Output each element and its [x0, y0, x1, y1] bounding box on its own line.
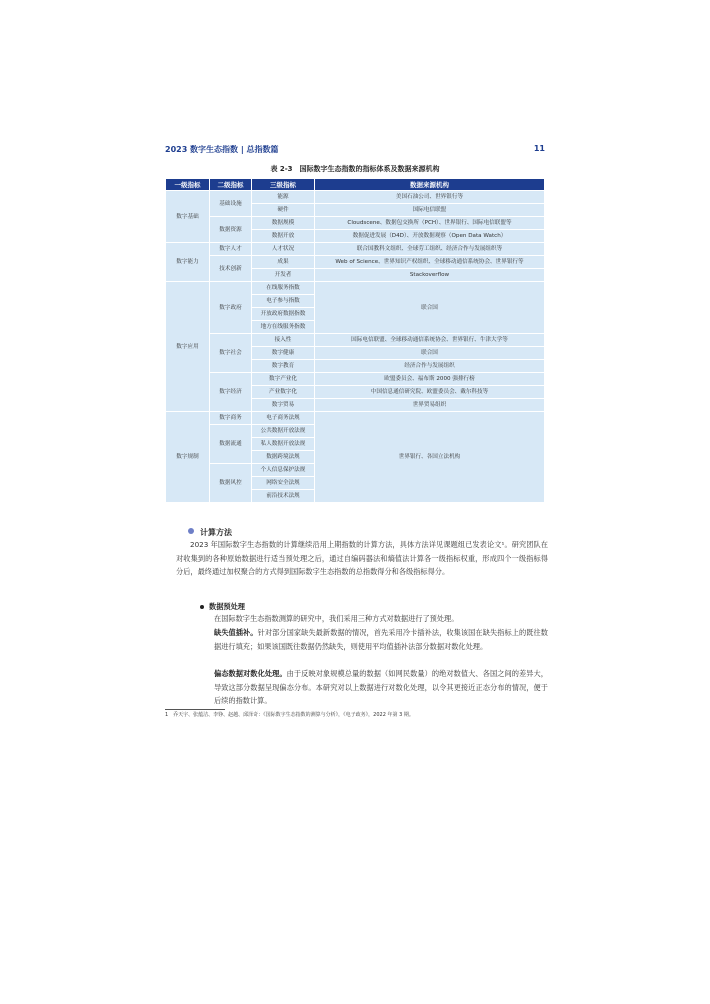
table-row [166, 412, 545, 425]
source-cell: 世界银行、各国立法机构 [315, 412, 545, 503]
l1-cell: 数字规制 [166, 412, 210, 503]
l3-cell: 能源 [252, 191, 315, 204]
footnote: 1 乔天宇、张蕴洁、李铮、赵越、邱泽奇：《国际数字生态指数的测算与分析》，《电子政务》，2022 年第 3 期。 [165, 712, 414, 718]
method-paragraph: 2023 年国际数字生态指数的计算继续沿用上期指数的计算方法，具体方法详见课题组已发表论文¹。研究团队在对收集到的各种原始数据进行适当预处理之后，通过自编码器法和熵值法计算各一级指标权重，形成四个一级指标得分后，最终通过加权聚合的方式得到国际数字生态指数的总指数得分和各级指标得分。 [176, 540, 548, 576]
source-cell: 欧盟委员会、福布斯 2000 强排行榜 [315, 373, 545, 386]
l3-cell: 前沿技术法规 [252, 490, 315, 503]
missing-value-label: 缺失值插补。 [214, 628, 258, 637]
source-cell: 数据促进发展（D4D）、开放数据观察（Open Data Watch） [315, 230, 545, 243]
source-cell: 经济合作与发展组织 [315, 360, 545, 373]
l3-cell: 开放政府数据指数 [252, 308, 315, 321]
l1-cell: 数字基础 [166, 191, 210, 243]
col-header: 三级指标 [252, 179, 315, 191]
l3-cell: 人才状况 [252, 243, 315, 256]
table-row [166, 334, 545, 347]
l2-cell: 数字社会 [210, 334, 252, 373]
table-header-row [166, 179, 545, 191]
l3-cell: 数字教育 [252, 360, 315, 373]
page-number: 11 [533, 144, 545, 153]
source-cell: 美国石油公司、世界银行等 [315, 191, 545, 204]
table-row [166, 256, 545, 269]
subsection-title: 数据预处理 [209, 602, 245, 611]
l3-cell: 硬件 [252, 204, 315, 217]
skew-label: 偏态数据对数化处理。 [214, 669, 287, 678]
subsection-heading [200, 602, 548, 612]
table-row [166, 282, 545, 295]
table-row [166, 243, 545, 256]
page-header [165, 144, 545, 156]
table-row [166, 217, 545, 230]
source-cell: 联合国 [315, 347, 545, 360]
l3-cell: 开发者 [252, 269, 315, 282]
l2-cell: 数字经济 [210, 373, 252, 412]
table-row [166, 191, 545, 204]
l2-cell: 数据风控 [210, 464, 252, 503]
table-row [166, 373, 545, 386]
l3-cell: 数字健康 [252, 347, 315, 360]
l3-cell: 个人信息保护法规 [252, 464, 315, 477]
l3-cell: 电子商务法规 [252, 412, 315, 425]
l2-cell: 数字政府 [210, 282, 252, 334]
missing-value-paragraph [214, 626, 548, 653]
l3-cell: 产业数字化 [252, 386, 315, 399]
l3-cell: 私人数据开放法规 [252, 438, 315, 451]
l1-cell: 数字应用 [166, 282, 210, 412]
section-heading [188, 520, 548, 539]
bullet-dot-icon [188, 528, 194, 534]
l2-cell: 数字人才 [210, 243, 252, 256]
l1-cell: 数字能力 [166, 243, 210, 282]
l3-cell: 数字贸易 [252, 399, 315, 412]
section-title: 计算方法 [200, 528, 232, 537]
l3-cell: 数据跨境法规 [252, 451, 315, 464]
missing-value-text: 针对部分国家缺失最新数据的情况，首先采用冷卡插补法，收集该国在缺失指标上的既往数据进行填充；如果该国既往数据仍然缺失，则使用平均值插补法部分数据对数化处理。 [214, 628, 548, 651]
col-header: 数据来源机构 [315, 179, 545, 191]
l3-cell: 地方在线服务指数 [252, 321, 315, 334]
l3-cell: 接入性 [252, 334, 315, 347]
col-header: 一级指标 [166, 179, 210, 191]
l3-cell: 数据开放 [252, 230, 315, 243]
header-title: 2023 数字生态指数 | 总指数篇 [165, 145, 279, 154]
l2-cell: 技术创新 [210, 256, 252, 282]
footnote-divider [165, 709, 225, 710]
l3-cell: 网络安全法规 [252, 477, 315, 490]
l3-cell: 成果 [252, 256, 315, 269]
skew-text: 由于反映对象规模总量的数据（如网民数量）的绝对数值大、各国之间的差异大，导致这部分数据呈现偏态分布。本研究对以上数据进行对数化处理，以令其更接近正态分布的情况，便于后续的指数计算。 [214, 669, 548, 705]
table-caption: 表 2-3 国际数字生态指数的指标体系及数据来源机构 [270, 165, 440, 173]
l3-cell: 公共数据开放法规 [252, 425, 315, 438]
l2-cell: 数据资源 [210, 217, 252, 243]
l3-cell: 电子参与指数 [252, 295, 315, 308]
l2-cell: 基础设施 [210, 191, 252, 217]
l2-cell: 数字商务 [210, 412, 252, 425]
bullet-icon [200, 605, 204, 609]
indicator-table [165, 178, 545, 503]
source-cell: 中国信息通信研究院、欧盟委员会、戴尔科技等 [315, 386, 545, 399]
source-cell: 联合国 [315, 282, 545, 334]
l3-cell: 数字产业化 [252, 373, 315, 386]
source-cell: 世界贸易组织 [315, 399, 545, 412]
skew-paragraph [214, 667, 548, 708]
preprocess-intro: 在国际数字生态指数测算的研究中，我们采用三种方式对数据进行了预处理。 [214, 614, 459, 623]
source-cell: Web of Science、世界知识产权组织、全球移动通信系统协会、世界银行等 [315, 256, 545, 269]
source-cell: Cloudscene、数据包交换所（PCH）、世界银行、国际电信联盟等 [315, 217, 545, 230]
source-cell: 国际电信联盟 [315, 204, 545, 217]
l3-cell: 在线服务指数 [252, 282, 315, 295]
l2-cell: 数据流通 [210, 425, 252, 464]
source-cell: 国际电信联盟、全球移动通信系统协会、世界银行、牛津大学等 [315, 334, 545, 347]
source-cell: 联合国教科文组织、全球劳工组织、经济合作与发展组织等 [315, 243, 545, 256]
source-cell: Stackoverflow [315, 269, 545, 282]
l3-cell: 数据规模 [252, 217, 315, 230]
col-header: 二级指标 [210, 179, 252, 191]
